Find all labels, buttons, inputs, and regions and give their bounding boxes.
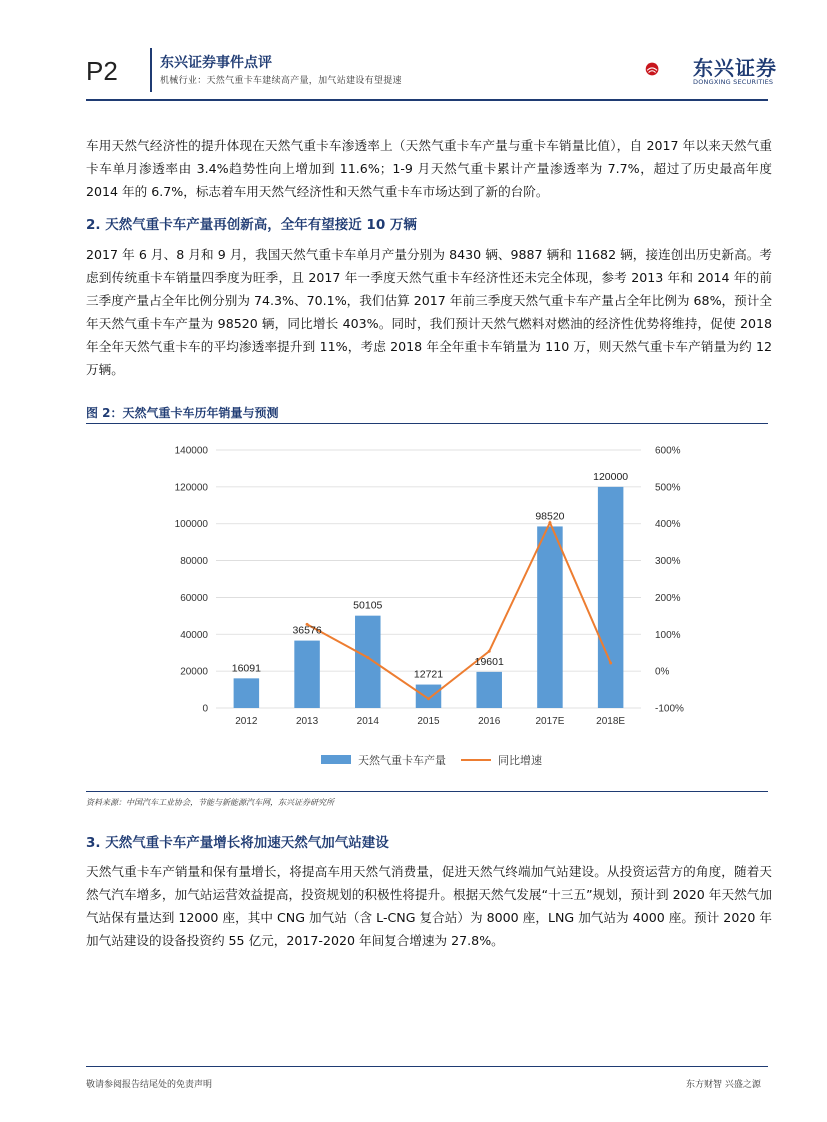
line-point bbox=[609, 662, 612, 665]
y-right-tick-label: 500% bbox=[655, 482, 681, 494]
bar bbox=[355, 616, 381, 708]
production-chart bbox=[86, 430, 768, 790]
section-3-title: 3. 天然气重卡车产量增长将加速天然气加气站建设 bbox=[86, 835, 389, 851]
y-left-tick-label: 40000 bbox=[180, 629, 208, 641]
x-tick-label: 2018E bbox=[596, 716, 626, 727]
y-right-tick-label: 600% bbox=[655, 445, 681, 457]
x-tick-label: 2016 bbox=[478, 716, 501, 727]
bar-data-label: 36576 bbox=[292, 624, 322, 637]
source-note: 资料来源：中国汽车工业协会，节能与新能源汽车网，东兴证券研究所 bbox=[86, 798, 334, 807]
y-right-tick-label: 200% bbox=[655, 592, 681, 604]
footer-rule bbox=[86, 1066, 768, 1067]
bar bbox=[537, 526, 563, 708]
bar bbox=[294, 641, 320, 708]
y-left-tick-label: 0 bbox=[202, 703, 208, 715]
line-point bbox=[488, 650, 491, 653]
line-point bbox=[366, 656, 369, 659]
x-tick-label: 2012 bbox=[235, 716, 258, 727]
logo-subtext: DONGXING SECURITIES bbox=[693, 78, 774, 86]
disclaimer-note: 敬请参阅报告结尾处的免责声明 bbox=[86, 1080, 213, 1090]
y-left-tick-label: 120000 bbox=[174, 482, 208, 494]
y-right-tick-label: 300% bbox=[655, 556, 681, 568]
legend-line-label: 同比增速 bbox=[498, 755, 542, 767]
header-divider bbox=[150, 48, 152, 92]
x-tick-label: 2014 bbox=[356, 716, 379, 727]
bar-data-label: 120000 bbox=[593, 470, 629, 483]
bar-data-label: 16091 bbox=[231, 662, 261, 675]
x-tick-label: 2015 bbox=[417, 716, 440, 727]
paragraph-1: 车用天然气经济性的提升体现在天然气重卡车渗透率上（天然气重卡车产量与重卡车销量比值），自 2017 年以来天然气重卡车单月渗透率由 3.4%趋势性向上增加到 11.6%；1-9 月天然气重卡累计产量渗透率为 7.7%，超过了历史最高年度 2014 年的 6.7%，标志着车用天然气经济性和天然气重卡车市场达到了新的台阶。 bbox=[86, 138, 772, 199]
bar bbox=[598, 487, 624, 708]
y-left-tick-label: 100000 bbox=[174, 519, 208, 531]
header-rule bbox=[86, 99, 768, 101]
figure-top-rule bbox=[86, 423, 768, 424]
y-right-tick-label: -100% bbox=[655, 703, 684, 715]
legend-bar-label: 天然气重卡车产量 bbox=[358, 755, 446, 767]
y-right-tick-label: 400% bbox=[655, 519, 681, 531]
y-left-tick-label: 140000 bbox=[174, 445, 208, 457]
bar-data-label: 19601 bbox=[474, 655, 504, 668]
bar bbox=[476, 672, 502, 708]
slogan: 东方财智 兴盛之源 bbox=[686, 1080, 761, 1090]
report-subtitle: 机械行业：天然气重卡车建续高产量，加气站建设有望提速 bbox=[160, 76, 402, 86]
paragraph-2: 2017 年 6 月、8 月和 9 月，我国天然气重卡车单月产量分别为 8430 辆、9887 辆和 11682 辆，接连创出历史新高。考虑到传统重卡车销量四季度为旺季，且 2017 年一季度天然气重卡车经济性还未完全体现，参考 2013 年和 2014 年的前三季度产量占全年比例分别为 74.3%、70.1%，我们估算 2017 年前三季度天然气重卡车产量占全年比例为 68%，预计全年天然气重卡车产量为 98520 辆，同比增长 403%。同时，我们预计天然气燃料对燃油的经济性优势将维持，促使 2018 年全年天然气重卡车的平均渗透率提升到 11%，考虑 2018 年全年重卡车销量为 110 万，则天然气重卡车产销量为约 12 万辆。 bbox=[86, 247, 772, 377]
line-point bbox=[427, 697, 430, 700]
y-right-tick-label: 100% bbox=[655, 629, 681, 641]
bar-data-label: 50105 bbox=[353, 599, 383, 612]
dongxing-logo-icon bbox=[645, 48, 691, 90]
legend-bar-swatch bbox=[321, 755, 351, 764]
figure-title: 图 2：天然气重卡车历年销量与预测 bbox=[86, 406, 279, 420]
bar bbox=[234, 678, 260, 708]
section-2-title: 2. 天然气重卡车产量再创新高，全年有望接近 10 万辆 bbox=[86, 217, 417, 233]
x-tick-label: 2017E bbox=[535, 716, 565, 727]
bar-data-label: 98520 bbox=[535, 510, 565, 523]
page-number: P2 bbox=[86, 56, 118, 86]
y-right-tick-label: 0% bbox=[655, 666, 670, 678]
y-left-tick-label: 80000 bbox=[180, 556, 208, 568]
bar bbox=[416, 685, 442, 708]
paragraph-3: 天然气重卡车产销量和保有量增长，将提高车用天然气消费量，促进天然气终端加气站建设。从投资运营方的角度，随着天然气汽车增多，加气站运营效益提高，投资规划的积极性将提升。根据天然气发展“十三五”规划，预计到 2020 年天然气加气站保有量达到 12000 座，其中 CNG 加气站（含 L-CNG 复合站）为 8000 座，LNG 加气站为 4000 座。预计 2020 年加气站建设的设备投资约 55 亿元，2017-2020 年间复合增速为 27.8%。 bbox=[86, 864, 772, 948]
y-left-tick-label: 60000 bbox=[180, 592, 208, 604]
report-type-title: 东兴证券事件点评 bbox=[160, 55, 272, 71]
logo-text: 东兴证券 bbox=[693, 56, 777, 80]
bar-data-label: 12721 bbox=[413, 668, 444, 681]
y-left-tick-label: 20000 bbox=[180, 666, 208, 678]
x-tick-label: 2013 bbox=[295, 716, 319, 727]
figure-bottom-rule bbox=[86, 791, 768, 792]
